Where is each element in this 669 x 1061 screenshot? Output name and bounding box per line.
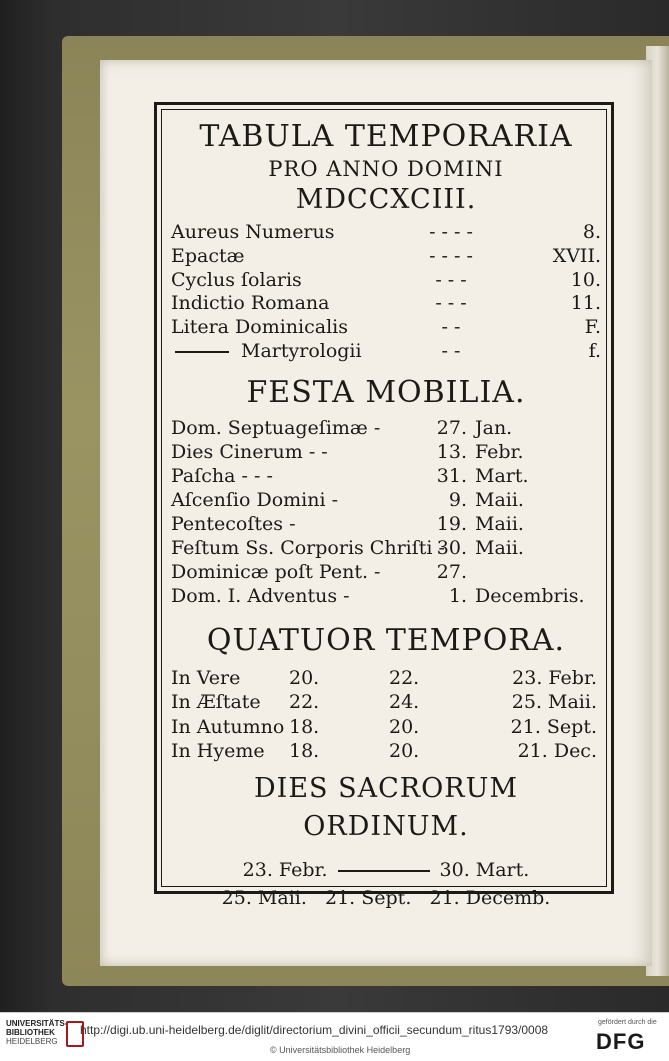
computus-dashes: - - xyxy=(441,339,461,362)
festa-list xyxy=(171,416,601,608)
computus-label: Epactæ xyxy=(171,244,245,267)
quatuor-row xyxy=(171,715,601,740)
computus-list xyxy=(171,221,601,364)
quatuor-row xyxy=(171,739,601,764)
festa-name: Feſtum Ss. Corporis Chriſti - xyxy=(171,536,445,559)
quatuor-wednesday: 20. xyxy=(289,666,320,689)
computus-dashes: - - - xyxy=(435,292,467,315)
ordinum-line-1 xyxy=(171,856,601,884)
festa-month: Maii. xyxy=(475,488,524,511)
festa-month: Decembris. xyxy=(475,584,585,607)
quatuor-saturday: 25. Maii. xyxy=(511,691,597,714)
festa-name: Aſcenſio Domini - xyxy=(171,488,339,511)
festa-name: Dies Cinerum - - xyxy=(171,440,328,463)
quatuor-saturday: 21. Sept. xyxy=(510,715,597,738)
festa-row xyxy=(171,560,601,584)
festa-name: Dom. Septuageſimæ - xyxy=(171,416,381,439)
computus-row xyxy=(171,269,601,293)
quatuor-wednesday: 18. xyxy=(289,715,320,738)
festa-day: 1. xyxy=(448,584,467,607)
computus-dashes: - - xyxy=(441,316,461,339)
quatuor-season: In Hyeme xyxy=(171,740,265,763)
library-name-line2: BIBLIOTHEK xyxy=(6,1028,55,1037)
quatuor-friday: 22. xyxy=(389,666,420,689)
ordinum-line-2: 25. Maii. 21. Sept. 21. Decemb. xyxy=(221,886,551,909)
festa-day: 27. xyxy=(436,560,467,583)
festa-day: 27. xyxy=(436,416,467,439)
ordinum-dates xyxy=(171,856,601,912)
library-name-line3: HEIDELBERG xyxy=(6,1037,58,1046)
computus-value: 10. xyxy=(570,268,601,291)
computus-value: XVII. xyxy=(552,244,601,267)
quatuor-saturday: 23. Febr. xyxy=(512,666,597,689)
computus-value: 8. xyxy=(582,221,601,243)
festa-name: Dom. I. Adventus - xyxy=(171,584,350,607)
computus-dashes: - - - xyxy=(435,268,467,291)
computus-dashes: - - - - xyxy=(429,244,473,267)
quatuor-list xyxy=(171,666,601,764)
library-name-line1: UNIVERSITÄTS- xyxy=(6,1019,68,1028)
festa-row xyxy=(171,488,601,512)
ditto-rule xyxy=(175,351,229,353)
computus-label: Martyrologii xyxy=(241,339,362,362)
festa-row xyxy=(171,584,601,608)
table-year: MDCCXCIII. xyxy=(295,184,477,215)
festa-day: 31. xyxy=(436,464,467,487)
festa-row xyxy=(171,536,601,560)
festa-day: 30. xyxy=(436,536,467,559)
computus-row xyxy=(171,340,601,364)
festa-day: 9. xyxy=(448,488,467,511)
table-subtitle: PRO ANNO DOMINI xyxy=(268,157,504,181)
festa-heading: FESTA MOBILIA. xyxy=(246,374,526,410)
festa-day: 19. xyxy=(436,512,467,535)
copyright-notice: © Universitätsbibliothek Heidelberg xyxy=(270,1045,411,1055)
computus-label: Indictio Romana xyxy=(171,292,330,315)
dfg-logo[interactable]: DFG xyxy=(596,1029,646,1054)
ordinum-date-right: 30. Mart. xyxy=(439,858,530,881)
festa-name: Dominicæ poſt Pent. - xyxy=(171,560,381,583)
computus-value: F. xyxy=(584,316,601,339)
festa-row xyxy=(171,416,601,440)
festa-month: Febr. xyxy=(475,440,524,463)
festa-month: Maii. xyxy=(475,536,524,559)
festa-name: Pentecoſtes - xyxy=(171,512,296,535)
computus-label: Aureus Numerus xyxy=(171,221,335,243)
festa-row xyxy=(171,512,601,536)
calendar-table xyxy=(171,115,601,909)
festa-month: Mart. xyxy=(475,464,529,487)
computus-value: 11. xyxy=(570,292,601,315)
computus-row xyxy=(171,245,601,269)
quatuor-friday: 24. xyxy=(389,691,420,714)
computus-label: Litera Dominicalis xyxy=(171,316,348,339)
quatuor-season: In Vere xyxy=(171,666,241,689)
ordinum-heading: DIES SACRORUM ORDINUM. xyxy=(254,772,518,842)
festa-day: 13. xyxy=(436,440,467,463)
festa-row xyxy=(171,440,601,464)
quatuor-row xyxy=(171,690,601,715)
computus-value: f. xyxy=(588,339,601,362)
viewer-footer xyxy=(0,1012,669,1061)
quatuor-wednesday: 18. xyxy=(289,740,320,763)
quatuor-heading: QUATUOR TEMPORA. xyxy=(206,622,566,658)
table-title: TABULA TEMPORARIA xyxy=(199,119,573,154)
quatuor-wednesday: 22. xyxy=(289,691,320,714)
quatuor-friday: 20. xyxy=(389,715,420,738)
ordinum-rule xyxy=(338,870,430,872)
computus-label-with-rule xyxy=(171,340,381,364)
ordinum-date-left: 23. Febr. xyxy=(242,858,328,881)
quatuor-friday: 20. xyxy=(389,740,420,763)
festa-month: Maii. xyxy=(475,512,524,535)
quatuor-row xyxy=(171,666,601,691)
festa-month: Jan. xyxy=(475,416,513,439)
festa-month xyxy=(475,560,601,584)
computus-row xyxy=(171,221,601,245)
quatuor-season: In Æſtate xyxy=(171,691,261,714)
computus-row xyxy=(171,316,601,340)
festa-row xyxy=(171,464,601,488)
festa-name: Paſcha - - - xyxy=(171,464,273,487)
computus-dashes: - - - - xyxy=(429,221,473,243)
computus-row xyxy=(171,292,601,316)
calendar-table-frame xyxy=(154,102,614,909)
funding-note: gefördert durch die xyxy=(598,1019,657,1026)
quatuor-season: In Autumno xyxy=(171,715,285,738)
permalink-url[interactable]: http://digi.ub.uni-heidelberg.de/diglit/directorium_divini_officii_secundum_ritus1793/0008 xyxy=(80,1023,549,1037)
quatuor-saturday: 21. Dec. xyxy=(517,740,597,763)
computus-label: Cyclus ſolaris xyxy=(171,268,302,291)
